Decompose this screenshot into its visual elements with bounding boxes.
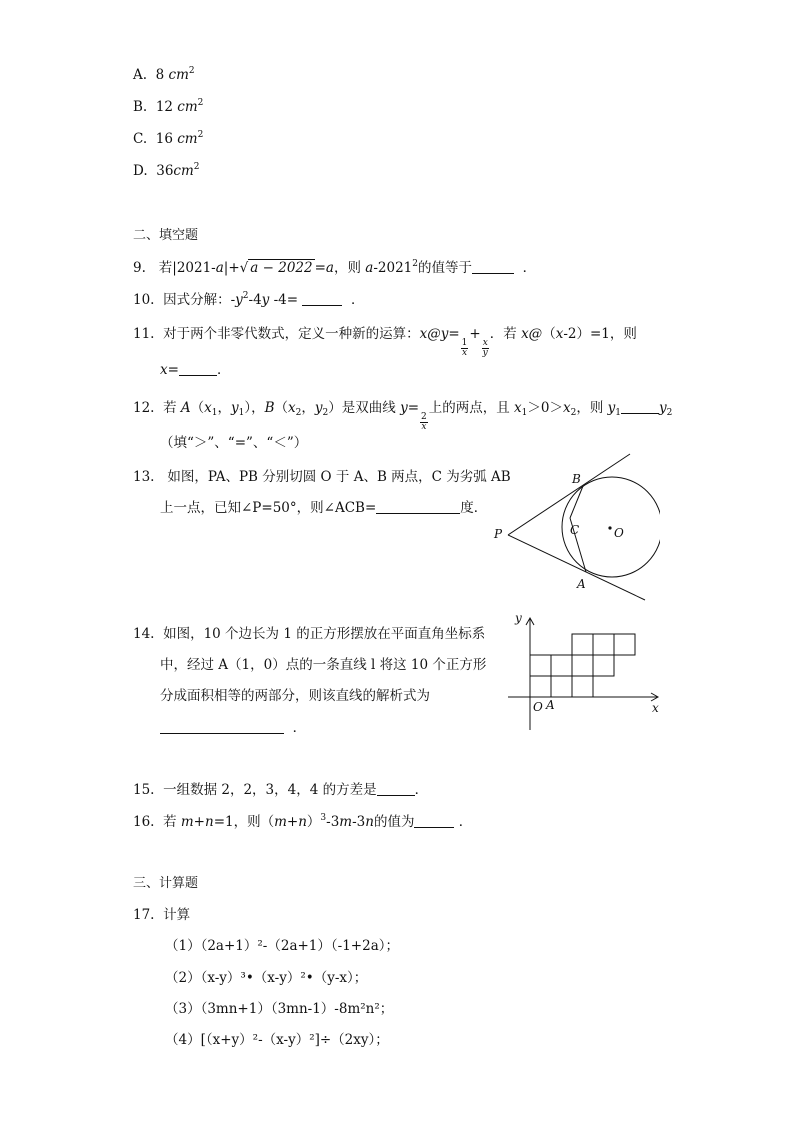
section-heading-fill: 二、填空题 [133,228,199,243]
question-17-item-3: （3）（3mn+1）（3mn-1）-8m²n²； [165,1001,394,1017]
answer-blank[interactable] [414,813,454,828]
question-9: 9. 若|2021-a|+√ a − 2022 =a，则 a-2021$^2$的值等于 ． [133,259,537,276]
label-p: P [494,527,503,541]
option-d: D. $36cm^2$ [133,162,200,179]
label-c: C [570,523,580,537]
answer-blank[interactable] [179,361,217,376]
tangent-line-pb [508,454,630,535]
square [572,634,593,655]
option-b: B. 12 $cm^2$ [133,98,204,115]
question-14-line4: ． [160,716,306,736]
question-11-line2: x= ． [160,362,231,378]
square [530,676,551,697]
square [551,655,572,676]
question-17-item-2: （2）（x-y）³•（x-y）²•（y-x）； [165,970,368,986]
answer-blank[interactable] [472,259,514,274]
fraction: $\frac{2}{x}$ [421,412,427,432]
question-15: 15. 一组数据 2，2，3，4，4 的方差是 ． [133,782,429,798]
circle-tangent-figure [490,450,660,605]
answer-blank[interactable] [376,499,460,514]
label-y: y [515,611,522,625]
question-13-line2: 上一点，已知∠P=50°，则∠ACB= 度． [160,500,488,516]
fraction: $\frac{1}{x}$ [461,338,468,358]
answer-blank[interactable] [302,291,342,306]
option-c: C. 16 $cm^2$ [133,130,204,147]
square [593,655,614,676]
label-b: B [572,472,581,486]
label-a: A [577,577,586,591]
center-point [608,526,611,529]
question-17: 17. 计算 [133,907,191,923]
question-16: 16. 若 m+n=1，则$(m+n)^3-3m-3n$的值为 ． [133,813,473,830]
question-10: 10. 因式分解：$-y^2-4y$ -4= ． [133,291,365,308]
question-12-line2: （填“＞”、“=”、“＜”） [160,435,308,451]
square [530,655,551,676]
question-14: 14. 如图，10 个边长为 1 的正方形摆放在平面直角坐标系 [133,626,486,642]
question-11: 11. 对于两个非零代数式，定义一种新的运算：x@y= $\frac{1}{x}$ + $\frac{x}{y}$ ．若 x@（x-2）=1，则 [133,326,637,358]
label-o: O [533,700,543,714]
question-17-item-1: （1）（2a+1）²-（2a+1）（-1+2a）； [165,938,399,954]
square [572,655,593,676]
answer-blank[interactable] [377,781,415,796]
chord-bc [570,486,583,518]
question-13: 13. 如图，PA、PB 分别切圆 O 于 A、B 两点，C 为劣弧 AB [133,469,511,485]
question-14-line3: 分成面积相等的两部分，则该直线的解析式为 [160,688,430,704]
label-o: O [614,526,624,540]
answer-blank[interactable] [160,719,284,734]
section-heading-calc: 三、计算题 [133,876,199,891]
label-a: A [546,698,555,712]
sqrt-expression: a − 2022 [250,260,313,276]
fraction: $\frac{x}{y}$ [482,338,488,358]
square [551,676,572,697]
option-a: A. 8 $cm^2$ [133,66,195,83]
question-12: 12. 若 $A(x_1$，$y_1$），$B(x_2$，$y_2$）是双曲线 y= $\frac{2}{x}$ 上的两点，且 $x_1>0>x_2$，则 $y_1$ $y_2$ [133,400,673,432]
question-17-item-4: （4）[（x+y）²-（x-y）²]÷（2xy）； [165,1032,389,1048]
square [593,634,614,655]
question-14-line2: 中，经过 A（1，0）点的一条直线 l 将这 10 个正方形 [160,657,487,673]
label-x: x [652,701,659,715]
answer-blank[interactable] [621,399,659,414]
square [614,634,635,655]
square [572,676,593,697]
squares-grid-figure [500,610,670,738]
